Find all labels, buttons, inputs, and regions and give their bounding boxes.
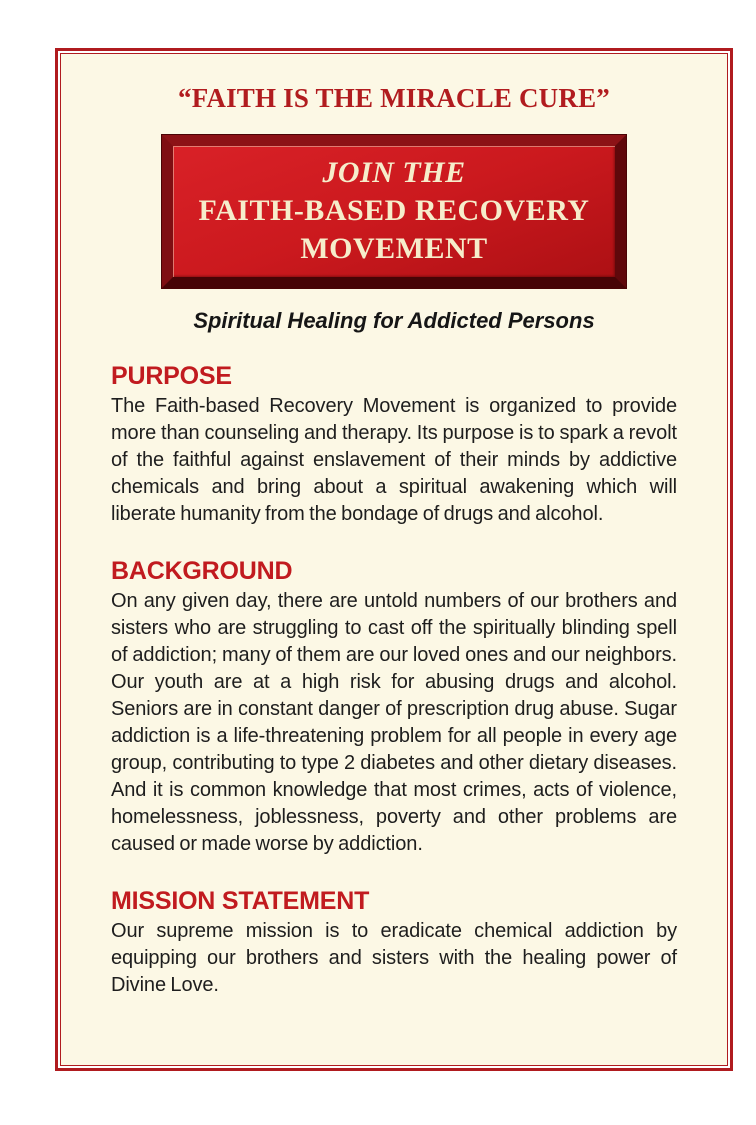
background-heading: BACKGROUND: [111, 557, 293, 585]
subtitle: Spiritual Healing for Addicted Persons: [193, 308, 595, 333]
banner-line-join-the: JOIN THE: [322, 156, 466, 189]
tagline-heading: “FAITH IS THE MIRACLE CURE”: [178, 83, 610, 113]
mission-statement-heading: MISSION STATEMENT: [111, 887, 370, 915]
document-border: [55, 48, 733, 1071]
purpose-body: The Faith-based Recovery Movement is organized to provide more than counseling and therapy. Its purpose is to spark a revolt of the faithful against enslavement of their minds by addictive chemicals and bring about a spiritual awakening which will liberate humanity from the bondage of drugs and alcohol.: [111, 395, 677, 525]
mission-statement-body: Our supreme mission is to eradicate chemical addiction by equipping our brothers and sisters with the healing power of Divine Love.: [111, 920, 677, 996]
section-background: [111, 558, 677, 858]
banner-line-faith-based-recovery: FAITH-BASED RECOVERY: [198, 194, 590, 227]
purpose-heading: PURPOSE: [111, 362, 232, 390]
section-purpose: [111, 363, 677, 528]
section-mission-statement: [111, 888, 677, 999]
background-body: On any given day, there are untold numbers of our brothers and sisters who are struggling to cast off the spiritually blinding spell of addiction; many of them are our loved ones and our neighbors. Our youth are at a high risk for abusing drugs and alcohol. Seniors are in constant danger of prescription drug abuse. Sugar addiction is a life-threatening problem for all people in every age group, contributing to type 2 diabetes and other dietary diseases. And it is common knowledge that most crimes, acts of violence, homelessness, joblessness, poverty and other problems are caused or made worse by addiction.: [111, 590, 677, 855]
banner-line-movement: MOVEMENT: [300, 232, 488, 265]
document-paper: [60, 53, 728, 1066]
recovery-movement-banner: [162, 135, 626, 288]
